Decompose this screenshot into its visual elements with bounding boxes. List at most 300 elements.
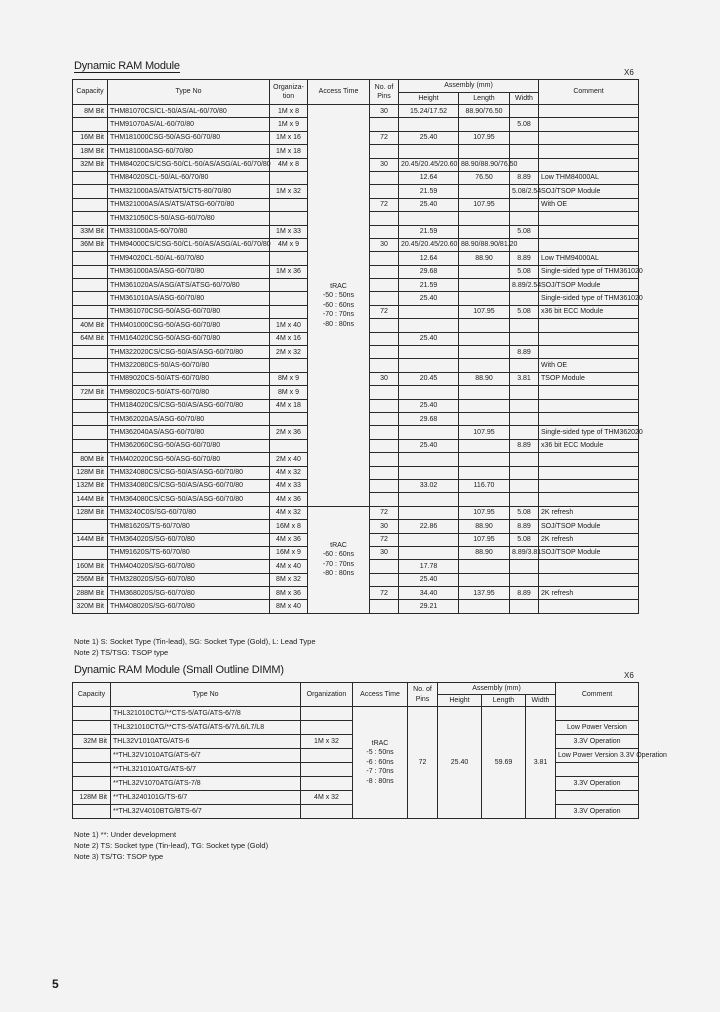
cell-length <box>459 145 510 158</box>
cell-type: THM81070CS/CL-50/AS/AL-60/70/80 <box>108 105 270 118</box>
note: Note 3) TS/TG: TSOP type <box>74 852 164 861</box>
cell-pins: 72 <box>370 506 399 519</box>
cell-height <box>399 453 459 466</box>
cell-type: THM324080CS/CSG-50/AS/ASG-60/70/80 <box>108 466 270 479</box>
cell-org: 16M x 9 <box>270 546 308 559</box>
cell-length: 88.90/88.90/81.20 <box>459 238 510 251</box>
cell-org <box>270 412 308 425</box>
cell-org: 8M x 32 <box>270 573 308 586</box>
cell-comment <box>539 225 639 238</box>
cell-width: 3.81 <box>526 707 556 819</box>
cell-type: THM361020AS/ASG/ATS/ATSG-60/70/80 <box>108 279 270 292</box>
note: Note 2) TS: Socket type (Tin-lead), TG: Socket type (Gold) <box>74 841 269 850</box>
access-time-cell <box>353 707 408 819</box>
cell-width: 8.89 <box>510 439 539 452</box>
cell-org: 4M x 36 <box>270 493 308 506</box>
header-length: Length <box>482 695 526 707</box>
cell-org <box>270 171 308 184</box>
cell-height: 20.45 <box>399 372 459 385</box>
cell-type: THM94000CS/CSG-50/CL-50/AS/ASG/AL-60/70/80 <box>108 238 270 251</box>
cell-width <box>510 560 539 573</box>
cell-length <box>459 212 510 225</box>
note: Note 1) S: Socket Type (Tin-lead), SG: Socket Type (Gold), L: Lead Type <box>74 637 316 646</box>
cell-comment: 3.3V Operation <box>556 777 639 791</box>
cell-cap <box>73 265 108 278</box>
cell-type: THL32V1010ATG/ATS-6 <box>111 735 301 749</box>
cell-height <box>399 426 459 439</box>
cell-length <box>459 185 510 198</box>
cell-type: THM364020S/SG-60/70/80 <box>108 533 270 546</box>
cell-height: 12.64 <box>399 171 459 184</box>
cell-pins <box>370 453 399 466</box>
cell-comment <box>556 763 639 777</box>
cell-height <box>399 506 459 519</box>
cell-pins: 72 <box>370 587 399 600</box>
cell-org: 1M x 32 <box>301 735 353 749</box>
cell-length: 59.69 <box>482 707 526 819</box>
cell-pins <box>370 560 399 573</box>
cell-width <box>510 573 539 586</box>
header-access-time: Access Time <box>308 80 370 105</box>
cell-length <box>459 399 510 412</box>
cell-comment: Single-sided type of THM361020 <box>539 292 639 305</box>
cell-org: 1M x 9 <box>270 118 308 131</box>
cell-height: 17.78 <box>399 560 459 573</box>
cell-pins <box>370 212 399 225</box>
cell-org: 1M x 18 <box>270 145 308 158</box>
cell-type: **THL321010ATG/ATS-6/7 <box>111 763 301 777</box>
cell-pins <box>370 319 399 332</box>
cell-org: 1M x 16 <box>270 131 308 144</box>
cell-comment <box>539 332 639 345</box>
cell-type: THM89020CS-50/ATS-60/70/80 <box>108 372 270 385</box>
cell-pins: 72 <box>370 533 399 546</box>
cell-comment: Single-sided type of THM362020 <box>539 426 639 439</box>
cell-height: 15.24/17.52 <box>399 105 459 118</box>
cell-length <box>459 118 510 131</box>
header-type-no: Type No <box>111 683 301 707</box>
cell-type: THM362040AS/ASG-60/70/80 <box>108 426 270 439</box>
cell-cap: 80M Bit <box>73 453 108 466</box>
cell-height: 25.40 <box>399 399 459 412</box>
access-time-line: -50 : 50ns <box>322 292 355 300</box>
cell-pins: 72 <box>370 131 399 144</box>
header-type-no: Type No <box>108 80 270 105</box>
cell-height: 29.21 <box>399 600 459 613</box>
cell-org: 8M x 9 <box>270 386 308 399</box>
cell-width: 5.08 <box>510 533 539 546</box>
cell-cap <box>73 721 111 735</box>
cell-height: 25.40 <box>399 131 459 144</box>
cell-pins <box>370 265 399 278</box>
cell-cap <box>73 546 108 559</box>
header-organization: Organiza-tion <box>270 80 308 105</box>
cell-pins <box>370 359 399 372</box>
cell-org: 1M x 40 <box>270 319 308 332</box>
cell-comment: 3.3V Operation <box>556 805 639 819</box>
cell-org <box>270 439 308 452</box>
cell-org: 8M x 36 <box>270 587 308 600</box>
cell-pins <box>370 600 399 613</box>
cell-cap <box>73 707 111 721</box>
access-time-line: tRAC <box>330 541 347 549</box>
cell-org: 4M x 9 <box>270 238 308 251</box>
cell-length: 116.70 <box>459 479 510 492</box>
cell-pins <box>370 292 399 305</box>
cell-cap <box>73 412 108 425</box>
so-dimm-table <box>72 682 667 819</box>
cell-comment <box>539 105 639 118</box>
cell-type: THM322020CS/CSG-50/AS/ASG-60/70/80 <box>108 346 270 359</box>
cell-type: THM184020CS/CSG-50/AS/ASG-60/70/80 <box>108 399 270 412</box>
table2-notes <box>74 829 268 862</box>
header-organization: Organization <box>301 683 353 707</box>
cell-comment <box>556 707 639 721</box>
cell-width: 8.89/3.81 <box>510 546 539 559</box>
cell-width: 8.89 <box>510 252 539 265</box>
cell-cap: 132M Bit <box>73 479 108 492</box>
cell-pins <box>370 185 399 198</box>
cell-length <box>459 332 510 345</box>
cell-width: 5.08 <box>510 305 539 318</box>
cell-comment: SOJ/TSOP Module <box>539 185 639 198</box>
cell-height <box>399 319 459 332</box>
cell-pins: 30 <box>370 238 399 251</box>
cell-length <box>459 279 510 292</box>
cell-length: 107.95 <box>459 305 510 318</box>
cell-width <box>510 399 539 412</box>
cell-comment <box>539 131 639 144</box>
cell-pins <box>370 171 399 184</box>
cell-length: 107.95 <box>459 198 510 211</box>
cell-org: 1M x 36 <box>270 265 308 278</box>
cell-pins <box>370 493 399 506</box>
cell-width <box>510 198 539 211</box>
cell-length <box>459 225 510 238</box>
cell-cap: 8M Bit <box>73 105 108 118</box>
cell-height: 25.40 <box>399 198 459 211</box>
cell-cap: 144M Bit <box>73 533 108 546</box>
cell-cap: 288M Bit <box>73 587 108 600</box>
header-width: Width <box>526 695 556 707</box>
dram-module-table <box>72 79 643 614</box>
cell-comment: Low Power Version 3.3V Operation <box>556 749 639 763</box>
cell-org: 2M x 36 <box>270 426 308 439</box>
cell-comment <box>539 346 639 359</box>
page-number: 5 <box>52 977 59 991</box>
cell-width: 8.89 <box>510 346 539 359</box>
cell-cap: 128M Bit <box>73 506 108 519</box>
header-pins: No. of Pins <box>370 80 399 105</box>
cell-type: **THL32V1010ATG/ATS-6/7 <box>111 749 301 763</box>
cell-length <box>459 292 510 305</box>
cell-comment <box>539 573 639 586</box>
cell-type: THL321010CTG/**CTS-5/ATG/ATS-6/7/8 <box>111 707 301 721</box>
cell-width <box>510 359 539 372</box>
access-time-line: -60 : 60ns <box>322 551 355 559</box>
cell-width <box>510 145 539 158</box>
cell-length <box>459 466 510 479</box>
cell-cap: 40M Bit <box>73 319 108 332</box>
cell-cap <box>73 346 108 359</box>
cell-width: 5.08 <box>510 118 539 131</box>
cell-cap <box>73 252 108 265</box>
cell-width <box>510 105 539 118</box>
cell-type: THM81620S/TS-60/70/80 <box>108 520 270 533</box>
cell-type: THM322080CS-50/AS-60/70/80 <box>108 359 270 372</box>
note: Note 1) **: Under development <box>74 830 177 839</box>
cell-width <box>510 319 539 332</box>
cell-pins <box>370 573 399 586</box>
access-time-line: -8 : 80ns <box>366 777 394 785</box>
cell-org <box>301 707 353 721</box>
cell-comment: 2K refresh <box>539 587 639 600</box>
cell-length <box>459 600 510 613</box>
cell-height: 20.45/20.45/20.60 <box>399 158 459 171</box>
header-comment: Comment <box>556 683 639 707</box>
cell-org <box>301 777 353 791</box>
cell-pins: 30 <box>370 158 399 171</box>
cell-type: THM98020CS-50/ATS-60/70/80 <box>108 386 270 399</box>
access-time-line: -6 : 60ns <box>366 758 394 766</box>
cell-comment <box>539 212 639 225</box>
cell-pins <box>370 399 399 412</box>
cell-width <box>510 386 539 399</box>
cell-cap: 144M Bit <box>73 493 108 506</box>
cell-pins <box>370 426 399 439</box>
cell-type: THM368020S/SG-60/70/80 <box>108 587 270 600</box>
cell-length <box>459 265 510 278</box>
cell-type: THM321050CS-50/ASG-60/70/80 <box>108 212 270 225</box>
cell-length: 76.50 <box>459 171 510 184</box>
cell-width: 8.89 <box>510 171 539 184</box>
cell-type: THM94020CL-50/AL-60/70/80 <box>108 252 270 265</box>
cell-width: 5.08 <box>510 265 539 278</box>
cell-org: 2M x 32 <box>270 346 308 359</box>
note: Note 2) TS/TSG: TSOP type <box>74 648 169 657</box>
header-capacity: Capacity <box>73 683 111 707</box>
cell-comment <box>539 479 639 492</box>
cell-height <box>399 386 459 399</box>
cell-org <box>270 252 308 265</box>
cell-type: THM181000ASG-60/70/80 <box>108 145 270 158</box>
cell-comment: Low THM84000AL <box>539 171 639 184</box>
cell-width: 5.08/2.54 <box>510 185 539 198</box>
cell-comment: 2K refresh <box>539 506 639 519</box>
cell-type: THM331000AS-60/70/80 <box>108 225 270 238</box>
cell-cap <box>73 439 108 452</box>
cell-comment: With OE <box>539 198 639 211</box>
cell-type: THM404020S/SG-60/70/80 <box>108 560 270 573</box>
cell-type: THM91070AS/AL-60/70/80 <box>108 118 270 131</box>
page-marker: X6 <box>624 68 634 77</box>
cell-pins <box>370 225 399 238</box>
cell-height <box>399 212 459 225</box>
cell-comment <box>539 493 639 506</box>
cell-pins <box>370 145 399 158</box>
cell-comment <box>539 158 639 171</box>
cell-length: 107.95 <box>459 506 510 519</box>
cell-width <box>510 453 539 466</box>
cell-org <box>301 763 353 777</box>
cell-width: 8.89 <box>510 520 539 533</box>
cell-comment: Low THM94000AL <box>539 252 639 265</box>
cell-width <box>510 466 539 479</box>
header-pins: No. of Pins <box>408 683 438 707</box>
cell-height: 25.40 <box>399 439 459 452</box>
cell-cap <box>73 359 108 372</box>
cell-cap <box>73 777 111 791</box>
cell-comment <box>539 560 639 573</box>
cell-comment: 2K refresh <box>539 533 639 546</box>
cell-type: **THL32V4010BTG/BTS-6/7 <box>111 805 301 819</box>
cell-length: 88.90 <box>459 546 510 559</box>
cell-pins <box>370 279 399 292</box>
cell-org <box>270 292 308 305</box>
cell-org: 4M x 32 <box>270 506 308 519</box>
cell-org <box>301 805 353 819</box>
cell-comment <box>539 412 639 425</box>
cell-type: THM408020S/SG-60/70/80 <box>108 600 270 613</box>
cell-org: 4M x 40 <box>270 560 308 573</box>
cell-org: 1M x 8 <box>270 105 308 118</box>
cell-type: **THL32V1070ATG/ATS-7/8 <box>111 777 301 791</box>
cell-height <box>399 359 459 372</box>
cell-length <box>459 439 510 452</box>
cell-type: **THL3240101G/TS-6/7 <box>111 791 301 805</box>
cell-length <box>459 493 510 506</box>
cell-cap <box>73 399 108 412</box>
cell-comment <box>539 319 639 332</box>
cell-org: 1M x 33 <box>270 225 308 238</box>
cell-height: 25.40 <box>438 707 482 819</box>
cell-cap <box>73 426 108 439</box>
cell-height <box>399 493 459 506</box>
cell-length: 107.95 <box>459 533 510 546</box>
cell-org <box>270 359 308 372</box>
cell-height: 21.59 <box>399 225 459 238</box>
cell-cap: 160M Bit <box>73 560 108 573</box>
cell-type: THM328020S/SG-60/70/80 <box>108 573 270 586</box>
cell-length <box>459 386 510 399</box>
access-time-line: -7 : 70ns <box>366 768 394 776</box>
cell-width <box>510 332 539 345</box>
access-time-line: -60 : 60ns <box>322 301 355 309</box>
cell-cap: 72M Bit <box>73 386 108 399</box>
table-row <box>73 105 639 118</box>
cell-comment <box>539 399 639 412</box>
cell-pins: 30 <box>370 546 399 559</box>
cell-type: THM361010AS/ASG-60/70/80 <box>108 292 270 305</box>
cell-length: 88.90 <box>459 372 510 385</box>
cell-cap: 16M Bit <box>73 131 108 144</box>
cell-height <box>399 118 459 131</box>
cell-comment <box>539 118 639 131</box>
access-time-line: -80 : 80ns <box>322 570 355 578</box>
cell-height: 21.59 <box>399 279 459 292</box>
cell-comment: SOJ/TSOP Module <box>539 520 639 533</box>
access-time-line: -70 : 70ns <box>322 311 355 319</box>
cell-length <box>459 412 510 425</box>
cell-height <box>399 466 459 479</box>
cell-pins <box>370 386 399 399</box>
cell-org: 2M x 40 <box>270 453 308 466</box>
cell-type: THM361070CSG-50/ASG-60/70/80 <box>108 305 270 318</box>
access-time-line: tRAC <box>371 739 389 747</box>
cell-height: 25.40 <box>399 332 459 345</box>
access-time-line: tRAC <box>330 282 347 290</box>
access-time-line: -80 : 80ns <box>322 320 355 328</box>
cell-length <box>459 573 510 586</box>
cell-org: 8M x 9 <box>270 372 308 385</box>
cell-cap: 256M Bit <box>73 573 108 586</box>
cell-pins: 30 <box>370 520 399 533</box>
cell-width: 8.89/2.54 <box>510 279 539 292</box>
cell-type: THM361000AS/ASG-60/70/80 <box>108 265 270 278</box>
header-comment: Comment <box>539 80 639 105</box>
cell-cap: 36M Bit <box>73 238 108 251</box>
cell-cap: 320M Bit <box>73 600 108 613</box>
header-capacity: Capacity <box>73 80 108 105</box>
cell-length: 137.95 <box>459 587 510 600</box>
cell-width: 5.08 <box>510 225 539 238</box>
cell-comment <box>539 466 639 479</box>
header-height: Height <box>399 93 459 105</box>
cell-org: 4M x 8 <box>270 158 308 171</box>
cell-width <box>510 426 539 439</box>
cell-comment <box>539 145 639 158</box>
access-time-line: -5 : 50ns <box>366 749 394 757</box>
cell-length: 107.95 <box>459 131 510 144</box>
cell-cap <box>73 520 108 533</box>
cell-comment <box>539 453 639 466</box>
cell-width <box>510 600 539 613</box>
cell-org <box>270 198 308 211</box>
cell-height: 25.40 <box>399 573 459 586</box>
cell-length <box>459 319 510 332</box>
cell-width <box>510 412 539 425</box>
cell-height: 21.59 <box>399 185 459 198</box>
cell-length: 88.90/88.90/76.50 <box>459 158 510 171</box>
cell-pins: 72 <box>370 198 399 211</box>
cell-height: 25.40 <box>399 292 459 305</box>
cell-comment <box>539 600 639 613</box>
cell-height: 20.45/20.45/20.60 <box>399 238 459 251</box>
cell-pins <box>370 412 399 425</box>
cell-type: THM91620S/TS-60/70/80 <box>108 546 270 559</box>
cell-type: THM364080CS/CSG-50/AS/ASG-60/70/80 <box>108 493 270 506</box>
cell-cap: 33M Bit <box>73 225 108 238</box>
cell-type: THM181000CSG-50/ASG-60/70/80 <box>108 131 270 144</box>
cell-type: THM362020AS/ASG-60/70/80 <box>108 412 270 425</box>
cell-pins <box>370 479 399 492</box>
cell-cap <box>73 279 108 292</box>
cell-height: 29.68 <box>399 265 459 278</box>
cell-org: 4M x 33 <box>270 479 308 492</box>
cell-length: 88.90 <box>459 520 510 533</box>
cell-cap <box>73 305 108 318</box>
cell-org: 4M x 36 <box>270 533 308 546</box>
cell-height: 12.64 <box>399 252 459 265</box>
page-marker: X6 <box>624 671 634 680</box>
cell-comment: x36 bit ECC Module <box>539 439 639 452</box>
header-width: Width <box>510 93 539 105</box>
cell-comment <box>539 238 639 251</box>
cell-type: THM334080CS/CSG-50/AS/ASG-60/70/80 <box>108 479 270 492</box>
cell-comment: Single-sided type of THM361020 <box>539 265 639 278</box>
cell-org: 8M x 40 <box>270 600 308 613</box>
cell-width <box>510 131 539 144</box>
